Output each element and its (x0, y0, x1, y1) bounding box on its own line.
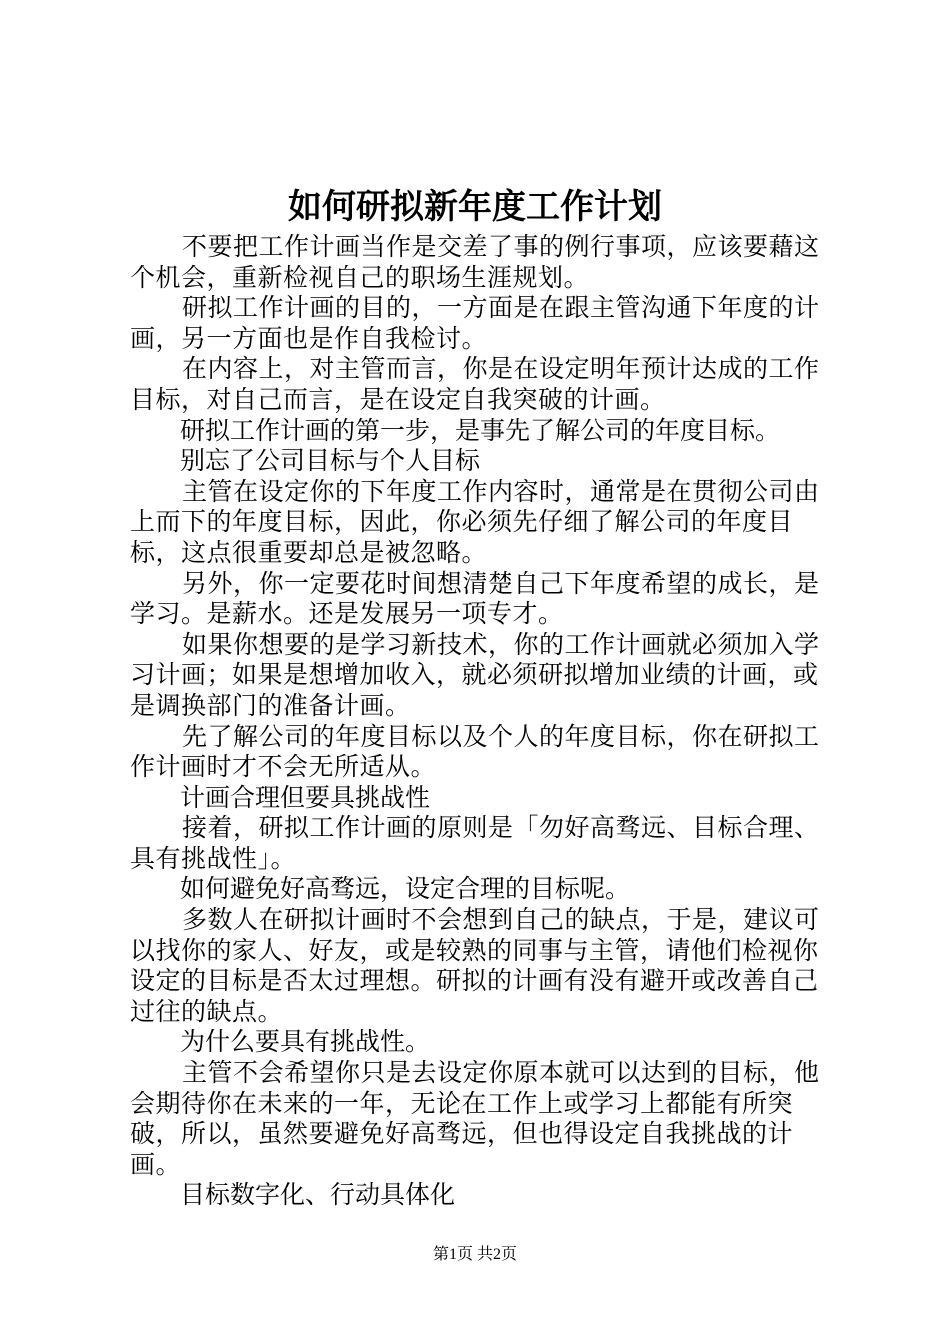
paragraph: 不要把工作计画当作是交差了事的例行事项，应该要藉这个机会，重新检视自己的职场生涯规划。 (130, 232, 820, 292)
paragraph: 另外，你一定要花时间想清楚自己下年度希望的成长，是学习。是薪水。还是发展另一项专才。 (130, 568, 820, 629)
paragraph: 研拟工作计画的第一步，是事先了解公司的年度目标。 (180, 415, 781, 445)
page-number-footer: 第1页 共2页 (432, 1246, 517, 1263)
paragraph: 为什么要具有挑战性。 (180, 1027, 431, 1057)
section-heading: 目标数字化、行动具体化 (180, 1180, 456, 1210)
section-heading: 别忘了公司目标与个人目标 (180, 446, 481, 476)
paragraph: 研拟工作计画的目的，一方面是在跟主管沟通下年度的计画，另一方面也是作自我检讨。 (130, 293, 820, 353)
section-heading: 计画合理但要具挑战性 (180, 782, 431, 812)
paragraph: 多数人在研拟计画时不会想到自己的缺点，于是，建议可以找你的家人、好友，或是较熟的同事与主管，请他们检视你设定的目标是否太过理想。研拟的计画有没有避开或改善自己过往的缺点。 (130, 905, 820, 1026)
paragraph: 在内容上，对主管而言，你是在设定明年预计达成的工作目标，对自己而言，是在设定自我突破的计画。 (130, 354, 820, 414)
document-title: 如何研拟新年度工作计划 (288, 187, 662, 227)
paragraph: 先了解公司的年度目标以及个人的年度目标，你在研拟工作计画时才不会无所适从。 (130, 721, 820, 782)
paragraph: 如何避免好高骛远，设定合理的目标呢。 (180, 874, 631, 904)
document-body (130, 232, 836, 1211)
paragraph: 接着，研拟工作计画的原则是「勿好高骛远、目标合理、具有挑战性」。 (130, 813, 820, 873)
paragraph: 主管不会希望你只是去设定你原本就可以达到的目标，他会期待你在未来的一年，无论在工作上或学习上都能有所突破，所以，虽然要避免好高骛远，但也得设定自我挑战的计画。 (130, 1058, 820, 1179)
paragraph: 如果你想要的是学习新技术，你的工作计画就必须加入学习计画；如果是想增加收入，就必须研拟增加业绩的计画，或是调换部门的准备计画。 (130, 629, 820, 720)
paragraph: 主管在设定你的下年度工作内容时，通常是在贯彻公司由上而下的年度目标，因此，你必须先仔细了解公司的年度目标，这点很重要却总是被忽略。 (130, 476, 820, 567)
